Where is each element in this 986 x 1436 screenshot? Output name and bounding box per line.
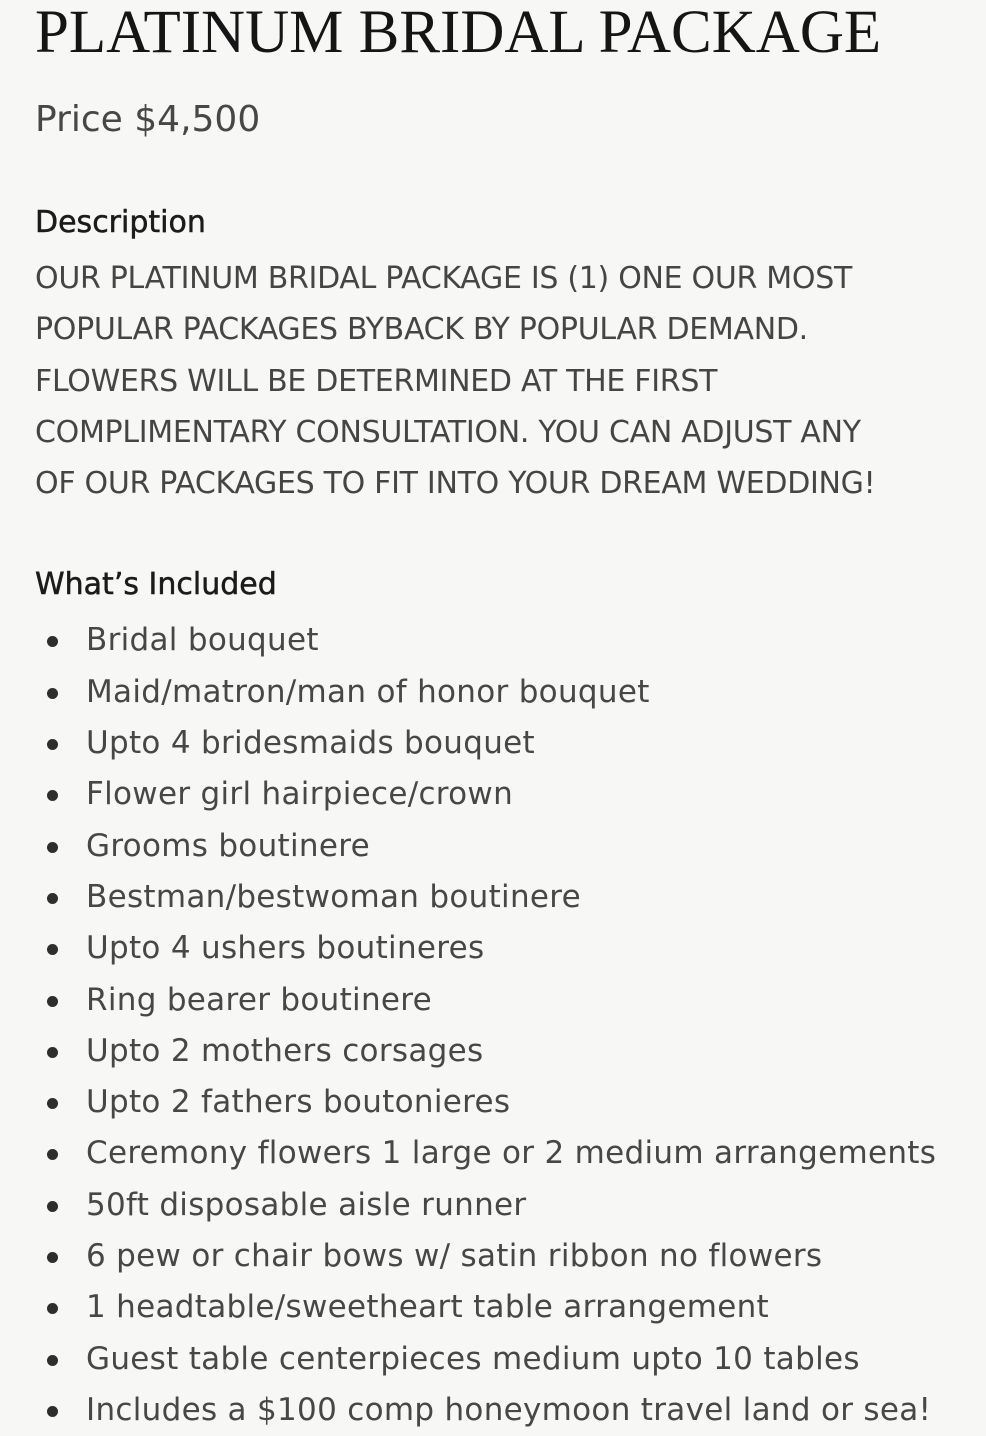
list-item bbox=[35, 872, 986, 923]
list-item-label: 6 pew or chair bows w/ satin ribbon no flowers bbox=[86, 1238, 823, 1275]
bullet-icon bbox=[47, 893, 58, 904]
list-item bbox=[35, 1128, 986, 1179]
list-item bbox=[35, 1077, 986, 1128]
list-item bbox=[35, 1385, 986, 1436]
list-item-label: Flower girl hairpiece/crown bbox=[86, 776, 514, 813]
bullet-icon bbox=[47, 996, 58, 1007]
list-item-label: Maid/matron/man of honor bouquet bbox=[86, 673, 650, 710]
bullet-icon bbox=[47, 1047, 58, 1058]
list-item-label: Ring bearer boutinere bbox=[86, 981, 433, 1018]
list-item-label: Upto 2 mothers corsages bbox=[86, 1032, 484, 1069]
list-item-label: Ceremony flowers 1 large or 2 medium arrangements bbox=[86, 1135, 937, 1172]
bullet-icon bbox=[47, 1252, 58, 1263]
bullet-icon bbox=[47, 1355, 58, 1366]
package-page bbox=[35, 0, 986, 1436]
description-line: POPULAR PACKAGES BYBACK BY POPULAR DEMAND. bbox=[35, 312, 808, 348]
list-item-label: 50ft disposable aisle runner bbox=[86, 1186, 527, 1223]
package-title: PLATINUM BRIDAL PACKAGE bbox=[35, 0, 882, 66]
list-item-label: Bridal bouquet bbox=[86, 622, 319, 659]
list-item-label: Upto 2 fathers boutonieres bbox=[86, 1084, 511, 1121]
included-heading: What’s Included bbox=[35, 567, 277, 603]
bullet-icon bbox=[47, 688, 58, 699]
description-heading: Description bbox=[35, 205, 206, 240]
list-item bbox=[35, 1282, 986, 1333]
list-item bbox=[35, 923, 986, 974]
description-line: OF OUR PACKAGES TO FIT INTO YOUR DREAM WEDDING! bbox=[35, 466, 876, 502]
list-item bbox=[35, 615, 986, 666]
bullet-icon bbox=[47, 636, 58, 647]
list-item bbox=[35, 667, 986, 718]
description-line: FLOWERS WILL BE DETERMINED AT THE FIRST bbox=[35, 363, 718, 399]
list-item-label: Bestman/bestwoman boutinere bbox=[86, 878, 582, 915]
bullet-icon bbox=[47, 1303, 58, 1314]
description-line: OUR PLATINUM BRIDAL PACKAGE IS (1) ONE OUR MOST bbox=[35, 261, 852, 296]
list-item-label: Grooms boutinere bbox=[86, 827, 370, 864]
list-item bbox=[35, 1026, 986, 1077]
list-item-label: Upto 4 ushers boutineres bbox=[86, 930, 485, 967]
list-item bbox=[35, 1180, 986, 1231]
bullet-icon bbox=[47, 1098, 58, 1109]
bullet-icon bbox=[47, 1201, 58, 1212]
list-item bbox=[35, 769, 986, 820]
list-item-label: Upto 4 bridesmaids bouquet bbox=[86, 725, 535, 762]
bullet-icon bbox=[47, 1149, 58, 1160]
list-item-label: 1 headtable/sweetheart table arrangement bbox=[86, 1289, 769, 1326]
bullet-icon bbox=[47, 944, 58, 955]
included-list bbox=[35, 615, 986, 1436]
description-line: COMPLIMENTARY CONSULTATION. YOU CAN ADJUST ANY bbox=[35, 414, 861, 450]
bullet-icon bbox=[47, 790, 58, 801]
list-item bbox=[35, 1334, 986, 1385]
bullet-icon bbox=[47, 739, 58, 750]
list-item bbox=[35, 1231, 986, 1282]
description-text bbox=[35, 253, 986, 509]
list-item bbox=[35, 821, 986, 872]
bullet-icon bbox=[47, 842, 58, 853]
package-price: Price $4,500 bbox=[35, 99, 261, 140]
list-item bbox=[35, 718, 986, 769]
bullet-icon bbox=[47, 1406, 58, 1417]
list-item-label: Includes a $100 comp honeymoon travel land or sea! bbox=[86, 1391, 932, 1428]
list-item bbox=[35, 975, 986, 1026]
list-item-label: Guest table centerpieces medium upto 10 tables bbox=[86, 1340, 860, 1377]
